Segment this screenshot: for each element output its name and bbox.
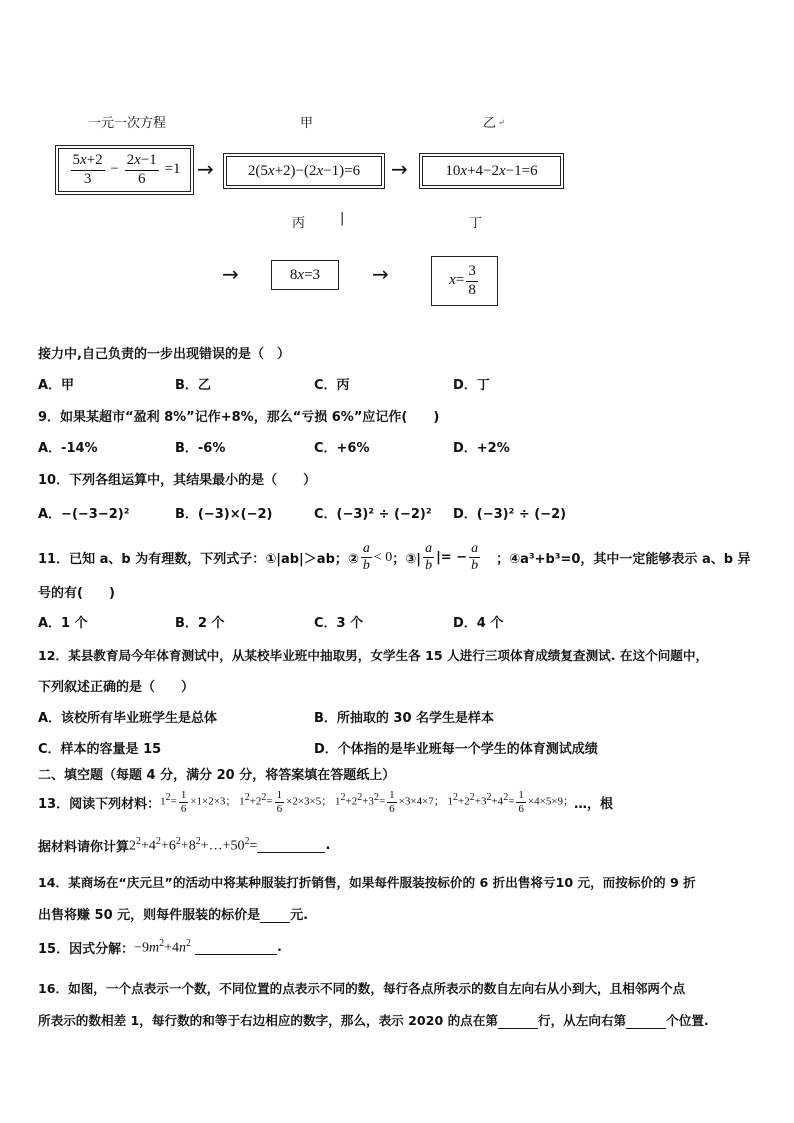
q10-option-b: B．(−3)×(−2) bbox=[175, 507, 273, 522]
q13-line2: 据材料请你计算 $2^2+4^2+6^2+8^2+\dots+50^2=$ . bbox=[38, 836, 331, 855]
q8-option-d: D．丁 bbox=[453, 378, 490, 393]
q9-text: 9．如果某超市“盈利 8%”记作+8%，那么“亏损 6%”应记作( ) bbox=[38, 410, 440, 425]
label-yi: 乙 bbox=[483, 116, 497, 131]
q10-text: 10．下列各组运算中，其结果最小的是（ ） bbox=[38, 473, 317, 488]
equation-box-ding: x= $\frac{3}{8}$ bbox=[431, 256, 498, 306]
q8-option-b: B．乙 bbox=[175, 378, 211, 393]
q15-answer-blank[interactable] bbox=[195, 940, 277, 955]
q16-row-blank[interactable] bbox=[498, 1014, 538, 1029]
label-bing: 丙 bbox=[292, 216, 306, 231]
q13-answer-blank[interactable] bbox=[257, 838, 325, 853]
paragraph-mark: ↵ bbox=[498, 118, 505, 127]
arrow-2: → bbox=[391, 157, 408, 181]
q15-line: 15．因式分解： $-9m^2+4n^2$ . bbox=[38, 938, 282, 957]
equation-box-original: $\frac{5x+2}{3}$ − $\frac{2x-1}{6}$ =1 bbox=[55, 145, 194, 195]
q11-fraction-abs: $\frac{a}{b}$ bbox=[425, 541, 433, 574]
q11-fraction-a-over-b: $\frac{a}{b}$ < 0 bbox=[362, 541, 393, 574]
q8-option-a: A．甲 bbox=[38, 378, 75, 393]
section2-title: 二、填空题（每题 4 分，满分 20 分，将答案填在答题纸上） bbox=[38, 768, 396, 783]
q15-expression: $-9m^2+4n^2$ bbox=[134, 938, 192, 956]
q12-option-b: B．所抽取的 30 名学生是样本 bbox=[314, 711, 495, 726]
q12-option-c: C．样本的容量是 15 bbox=[38, 742, 162, 757]
q10-option-a: A．−(−3−2)² bbox=[38, 507, 130, 522]
q10-option-c: C．(−3)² ÷ (−2)² bbox=[314, 507, 432, 522]
q11-text-d: ；④a³+b³=0，其中一定能够表示 a、b 异 bbox=[496, 552, 751, 568]
q15-text: 15．因式分解： bbox=[38, 942, 135, 957]
cursor-bar: | bbox=[340, 211, 345, 226]
q9-option-a: A．-14% bbox=[38, 441, 98, 456]
q13-expression: $2^2+4^2+6^2+8^2+\dots+50^2=$ bbox=[129, 836, 258, 854]
q14-line1: 14．某商场在“庆元旦”的活动中将某种服装打折销售，如果每件服装按标价的 6 折出售将亏10 元，而按标价的 9 折 bbox=[38, 875, 696, 890]
q9-option-b: B．-6% bbox=[175, 441, 226, 456]
q14-line2 bbox=[38, 904, 308, 923]
q13-line1 bbox=[38, 789, 613, 815]
label-jia: 甲 bbox=[300, 116, 314, 131]
q16-line1: 16．如图，一个点表示一个数，不同位置的点表示不同的数，每行各点所表示的数自左向右从小到大，且相邻两个点 bbox=[38, 981, 686, 996]
q8-text: 接力中,自己负责的一步出现错误的是（ ） bbox=[38, 347, 290, 362]
q11-text-b: ；③| bbox=[392, 552, 422, 568]
q12-line1: 12．某县教育局今年体育测试中，从某校毕业班中抽取男，女学生各 15 人进行三项体育成绩复查测试. 在这个问题中， bbox=[38, 648, 709, 663]
q16-line2 bbox=[38, 1010, 709, 1029]
q12-line2: 下列叙述正确的是（ ） bbox=[38, 680, 195, 695]
q12-option-d: D．个体指的是毕业班每一个学生的体育测试成绩 bbox=[314, 742, 598, 757]
q13-text-prefix: 13．阅读下列材料： bbox=[38, 796, 161, 812]
label-equation: 一元一次方程 bbox=[88, 116, 167, 131]
q11-option-a: A．1 个 bbox=[38, 616, 88, 631]
arrow-1: → bbox=[197, 157, 214, 181]
q11-text-a: 11．已知 a、b 为有理数，下列式子：①|ab|＞ab；② bbox=[38, 552, 359, 568]
arrow-4: → bbox=[372, 262, 389, 286]
q13-text-line2: 据材料请你计算 bbox=[38, 840, 130, 855]
q11-option-c: C．3 个 bbox=[314, 616, 364, 631]
equation-box-jia: 2(5x+2)−(2x−1)=6 bbox=[223, 153, 385, 189]
label-ding: 丁 bbox=[469, 216, 483, 231]
q11-text-c: |= − bbox=[436, 550, 468, 566]
q12-option-a: A．该校所有毕业班学生是总体 bbox=[38, 711, 218, 726]
q11-fraction-neg: $\frac{a}{b}$ bbox=[471, 541, 479, 574]
q14-text-line2: 出售将赚 50 元，则每件服装的标价是 bbox=[38, 908, 261, 923]
q8-option-c: C．丙 bbox=[314, 378, 350, 393]
arrow-3: → bbox=[222, 262, 239, 286]
q9-option-c: C．+6% bbox=[314, 441, 370, 456]
q11-option-b: B．2 个 bbox=[175, 616, 225, 631]
q16-text-line2b: 行，从左向右第 bbox=[537, 1013, 627, 1028]
q11-line1 bbox=[38, 541, 751, 574]
q10-option-d: D．(−3)² ÷ (−2) bbox=[453, 507, 567, 522]
q16-text-line2c: 个位置. bbox=[666, 1013, 709, 1028]
q14-text-unit: 元. bbox=[290, 908, 309, 923]
q11-line2: 号的有( ) bbox=[38, 586, 115, 601]
q16-text-line2a: 所表示的数相差 1，每行数的和等于右边相应的数字，那么，表示 2020 的点在第 bbox=[38, 1013, 498, 1028]
q11-option-d: D．4 个 bbox=[453, 616, 504, 631]
q14-answer-blank[interactable] bbox=[260, 908, 290, 923]
equation-box-bing: 8x=3 bbox=[271, 260, 339, 290]
q13-text-suffix: …，根 bbox=[574, 796, 614, 812]
q13-material-expressions: $1^2=$ $\frac{1}{6}$ ×1×2×3； $1^2+2^2=$ $\frac{1}{6}$ ×2×3×5； $1^2+2^2+3^2=$ $\frac{1}{6}$ ×3×4×7； $1^2+2^2+3^2+4^2=$ $\frac{1}{6}$ ×4×5×9； bbox=[160, 789, 575, 815]
q16-position-blank[interactable] bbox=[626, 1014, 666, 1029]
q9-option-d: D．+2% bbox=[453, 441, 510, 456]
equation-box-yi: 10x+4−2x−1=6 bbox=[419, 153, 564, 189]
